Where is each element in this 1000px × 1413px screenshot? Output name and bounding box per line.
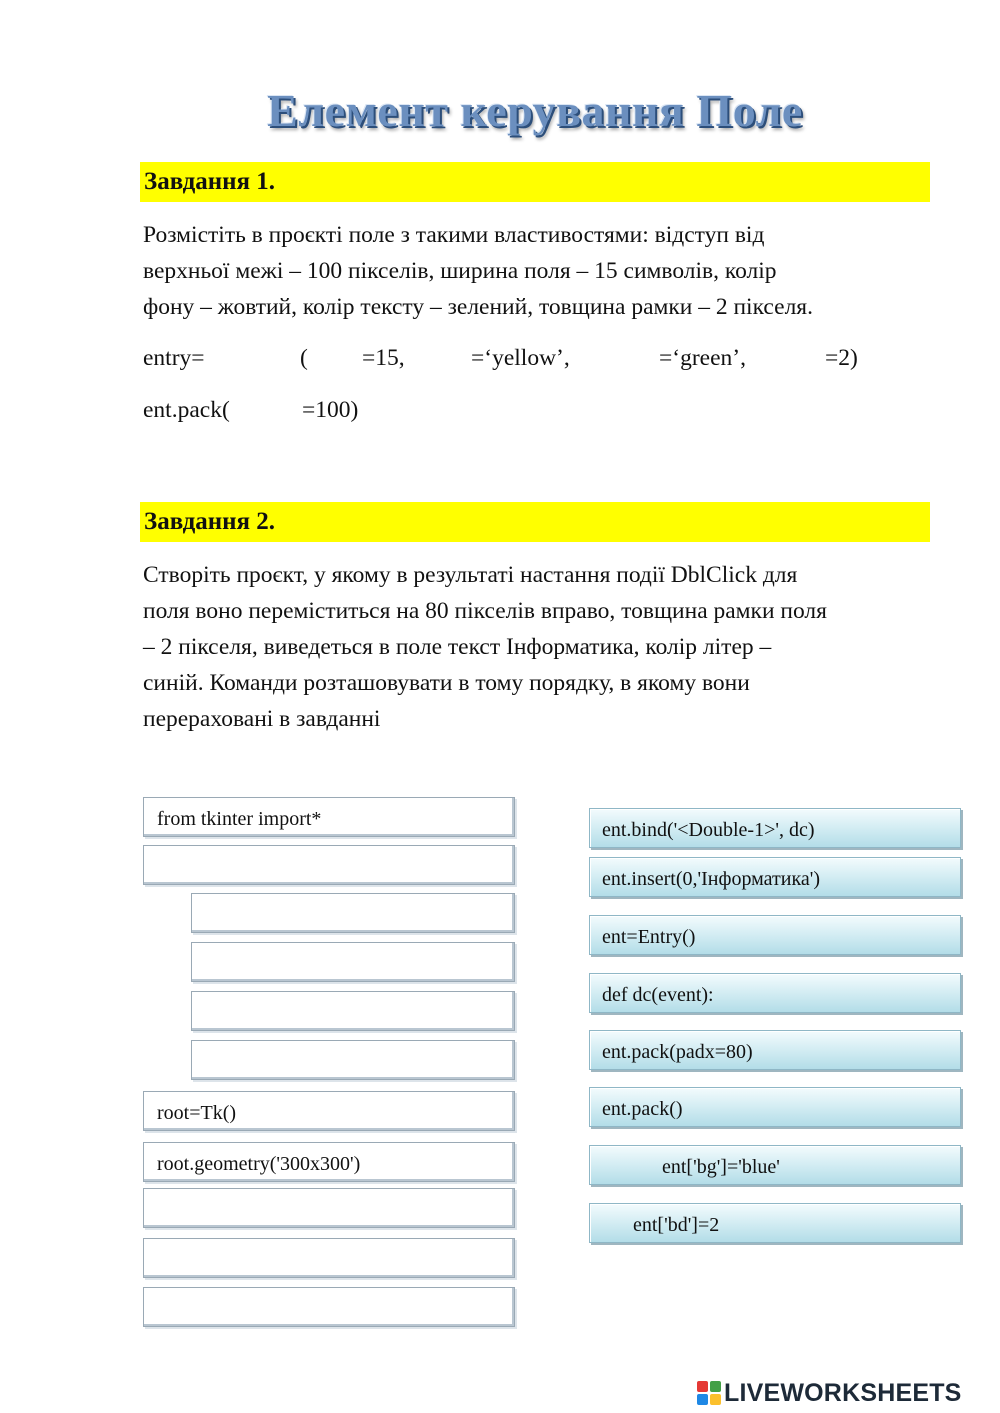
task-1-code-line-2	[143, 395, 359, 485]
answer-chip-bg[interactable]: ent['bg']='blue'	[589, 1145, 961, 1185]
answer-chip-bd[interactable]: ent['bd']=2	[589, 1203, 961, 1243]
answer-chip-bind[interactable]: ent.bind('<Double-1>', dc)	[589, 808, 961, 848]
code-fragment: =15,	[362, 345, 405, 371]
task-2-line: перераховані в завданні	[143, 706, 381, 732]
code-slot-9[interactable]	[143, 1188, 515, 1228]
code-fragment: entry=	[143, 345, 205, 371]
task-1-line: верхньої межі – 100 пікселів, ширина поля – 15 символів, колір	[143, 258, 777, 284]
code-slot-6[interactable]	[191, 1040, 515, 1080]
liveworksheets-logo	[697, 1379, 962, 1407]
code-slot-3[interactable]	[191, 893, 515, 933]
task-2-line: – 2 пікселя, виведеться в поле текст Інформатика, колір літер –	[143, 634, 772, 660]
task-1-line: Розмістіть в проєкті поле з такими властивостями: відступ від	[143, 222, 765, 248]
answer-chip-def[interactable]: def dc(event):	[589, 973, 961, 1013]
liveworksheets-logo-icon	[697, 1381, 721, 1405]
code-fragment: (	[300, 345, 308, 371]
code-fragment: =100)	[302, 397, 359, 423]
page-title: Елемент керування Поле	[267, 85, 803, 136]
task-1-line: фону – жовтий, колір тексту – зелений, товщина рамки – 2 пікселя.	[143, 294, 813, 320]
task-2-header: Завдання 2.	[140, 502, 930, 542]
code-slot-10[interactable]	[143, 1238, 515, 1278]
task-2-line: Створіть проєкт, у якому в результаті настання події DblClick для	[143, 562, 798, 588]
answer-chip-entry[interactable]: ent=Entry()	[589, 915, 961, 955]
task-2-description	[143, 557, 943, 737]
code-slot-4[interactable]	[191, 942, 515, 982]
code-fragment: =‘green’,	[659, 345, 746, 371]
code-slot-5[interactable]	[191, 991, 515, 1031]
task-2-line: поля воно переміститься на 80 пікселів вправо, товщина рамки поля	[143, 598, 827, 624]
code-slot-8: root.geometry('300x300')	[143, 1142, 515, 1182]
code-fragment: ent.pack(	[143, 397, 230, 423]
task-1-description	[143, 217, 943, 325]
logo-text: LIVEWORKSHEETS	[724, 1378, 962, 1407]
code-slot-1: from tkinter import*	[143, 797, 515, 837]
answer-chip-insert[interactable]: ent.insert(0,'Інформатика')	[589, 857, 961, 897]
code-slot-7: root=Tk()	[143, 1091, 515, 1131]
answer-chip-pack[interactable]: ent.pack()	[589, 1087, 961, 1127]
task-2-line: синій. Команди розташовувати в тому порядку, в якому вони	[143, 670, 750, 696]
task-1-header: Завдання 1.	[140, 162, 930, 202]
code-fragment: =‘yellow’,	[471, 345, 570, 371]
code-fragment: =2)	[825, 345, 858, 371]
code-slot-2[interactable]	[143, 845, 515, 885]
code-slot-11[interactable]	[143, 1287, 515, 1327]
answer-chip-pack-padx[interactable]: ent.pack(padx=80)	[589, 1030, 961, 1070]
